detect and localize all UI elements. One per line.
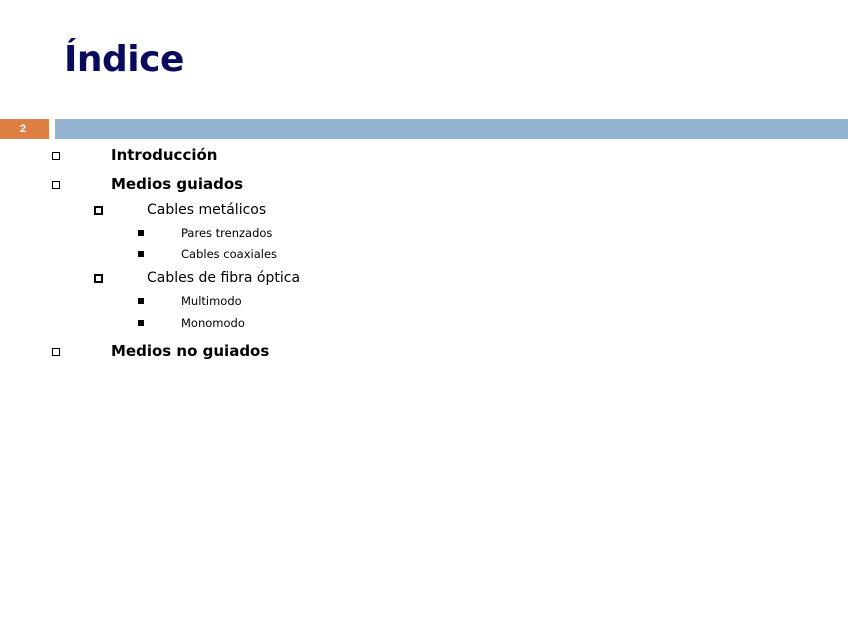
outline-item-medios-no-guiados: Medios no guiados [111,342,270,360]
hollow-square-bullet-icon [52,181,60,189]
hollow-square-bullet-icon [52,348,60,356]
slide-number: 2 [0,119,49,139]
outline-item-monomodo: Monomodo [181,316,245,330]
filled-square-bullet-icon [138,230,144,236]
outline-item-cables-metalicos: Cables metálicos [147,202,267,218]
hollow-square-bullet-icon [52,152,60,160]
filled-square-bullet-icon [138,320,144,326]
outline-item-multimodo: Multimodo [181,294,242,308]
outline-item-pares-trenzados: Pares trenzados [181,226,273,240]
thick-square-bullet-icon [94,206,103,215]
filled-square-bullet-icon [138,298,144,304]
outline-item-introduccion: Introducción [111,146,218,164]
filled-square-bullet-icon [138,251,144,257]
slide-title: Índice [64,39,184,80]
outline-item-cables-fibra-optica: Cables de fibra óptica [147,270,301,286]
outline-item-medios-guiados: Medios guiados [111,175,244,193]
outline-item-cables-coaxiales: Cables coaxiales [181,247,278,261]
thick-square-bullet-icon [94,274,103,283]
